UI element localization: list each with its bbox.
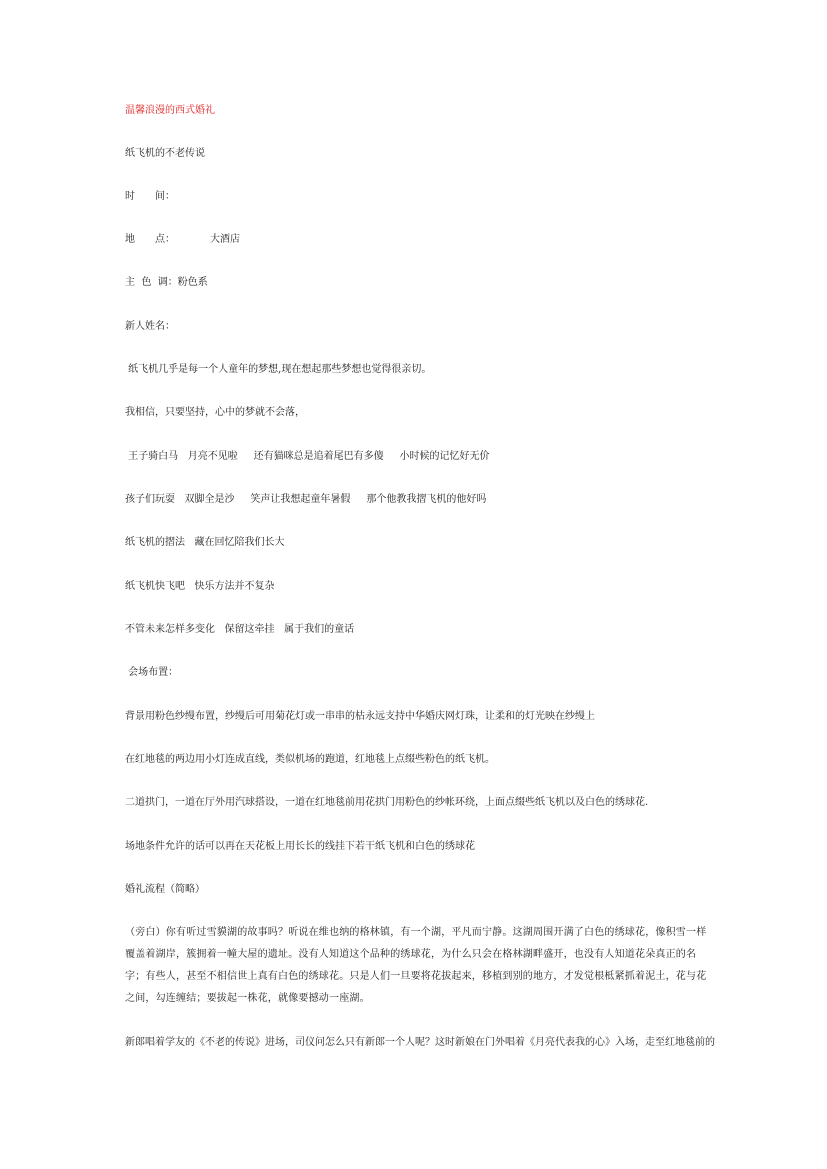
color-scheme-label: 主 色 调：粉色系 bbox=[125, 277, 208, 288]
lyric-line: 孩子们玩耍 双脚全是沙 笑声让我想起童年暑假 那个他教我摺飞机的他好吗 bbox=[125, 494, 487, 505]
place-label: 地 点： 大酒店 bbox=[125, 234, 240, 245]
venue-item: 场地条件允许的话可以再在天花板上用长长的线挂下若干纸飞机和白色的绣球花 bbox=[125, 841, 475, 852]
venue-item: 背景用粉色纱缦布置，纱缦后可用菊花灯或一串串的枯永远支持中华婚庆网灯珠，让柔和的灯光映在纱缦上 bbox=[125, 711, 595, 722]
lyric-line: 不管未来怎样多变化 保留这牵挂 属于我们的童话 bbox=[125, 624, 355, 635]
lyric-line: 王子骑白马 月亮不见啦 还有猫咪总是追着尾巴有多傻 小时候的记忆好无价 bbox=[125, 451, 490, 462]
venue-item: 在红地毯的两边用小灯连成直线，类似机场的跑道，红地毯上点缀些粉色的纸飞机。 bbox=[125, 754, 495, 765]
names-label: 新人姓名： bbox=[125, 321, 175, 332]
lyric-line: 我相信，只要坚持，心中的梦就不会落， bbox=[125, 407, 305, 418]
venue-item: 二道拱门，一道在厅外用汽球搭设，一道在红地毯前用花拱门用粉色的纱帐环绕，上面点缀些纸飞机以及白色的绣球花. bbox=[125, 797, 649, 808]
narration-paragraph: （旁白）你有听过雪貘湖的故事吗？听说在维也纳的格林镇，有一个湖，平凡而宁静。这湖周围开满了白色的绣球花，像积雪一样覆盖着湖岸，簇拥着一幢大屋的遗址。没有人知道这个品种的绣球花，为什么只会在格林湖畔盛开，也没有人知道花朵真正的名字；有些人，甚至不相信世上真有白色的绣球花。只是人们一旦要将花拔起来，移植到别的地方，才发觉根柢紧抓着泥土，花与花之间，勾连缠结；要拔起一株花，就像要撼动一座湖。 bbox=[125, 927, 707, 1004]
document-title: 温馨浪漫的西式婚礼 bbox=[125, 105, 215, 116]
final-line: 新郎唱着学友的《不老的传说》进场，司仪问怎么只有新郎一个人呢？这时新娘在门外唱着《月亮代表我的心》入场，走至红地毯前的 bbox=[125, 1037, 715, 1048]
time-label: 时 间： bbox=[125, 191, 175, 202]
lyric-line: 纸飞机几乎是每一个人童年的梦想,现在想起那些梦想也觉得很亲切。 bbox=[125, 364, 432, 375]
lyric-line: 纸飞机快飞吧 快乐方法并不复杂 bbox=[125, 581, 275, 592]
lyric-line: 纸飞机的摺法 藏在回忆陪我们长大 bbox=[125, 537, 285, 548]
document-subtitle: 纸飞机的不老传说 bbox=[125, 148, 205, 159]
venue-heading: 会场布置： bbox=[125, 667, 179, 678]
process-heading: 婚礼流程（简略） bbox=[125, 884, 205, 895]
